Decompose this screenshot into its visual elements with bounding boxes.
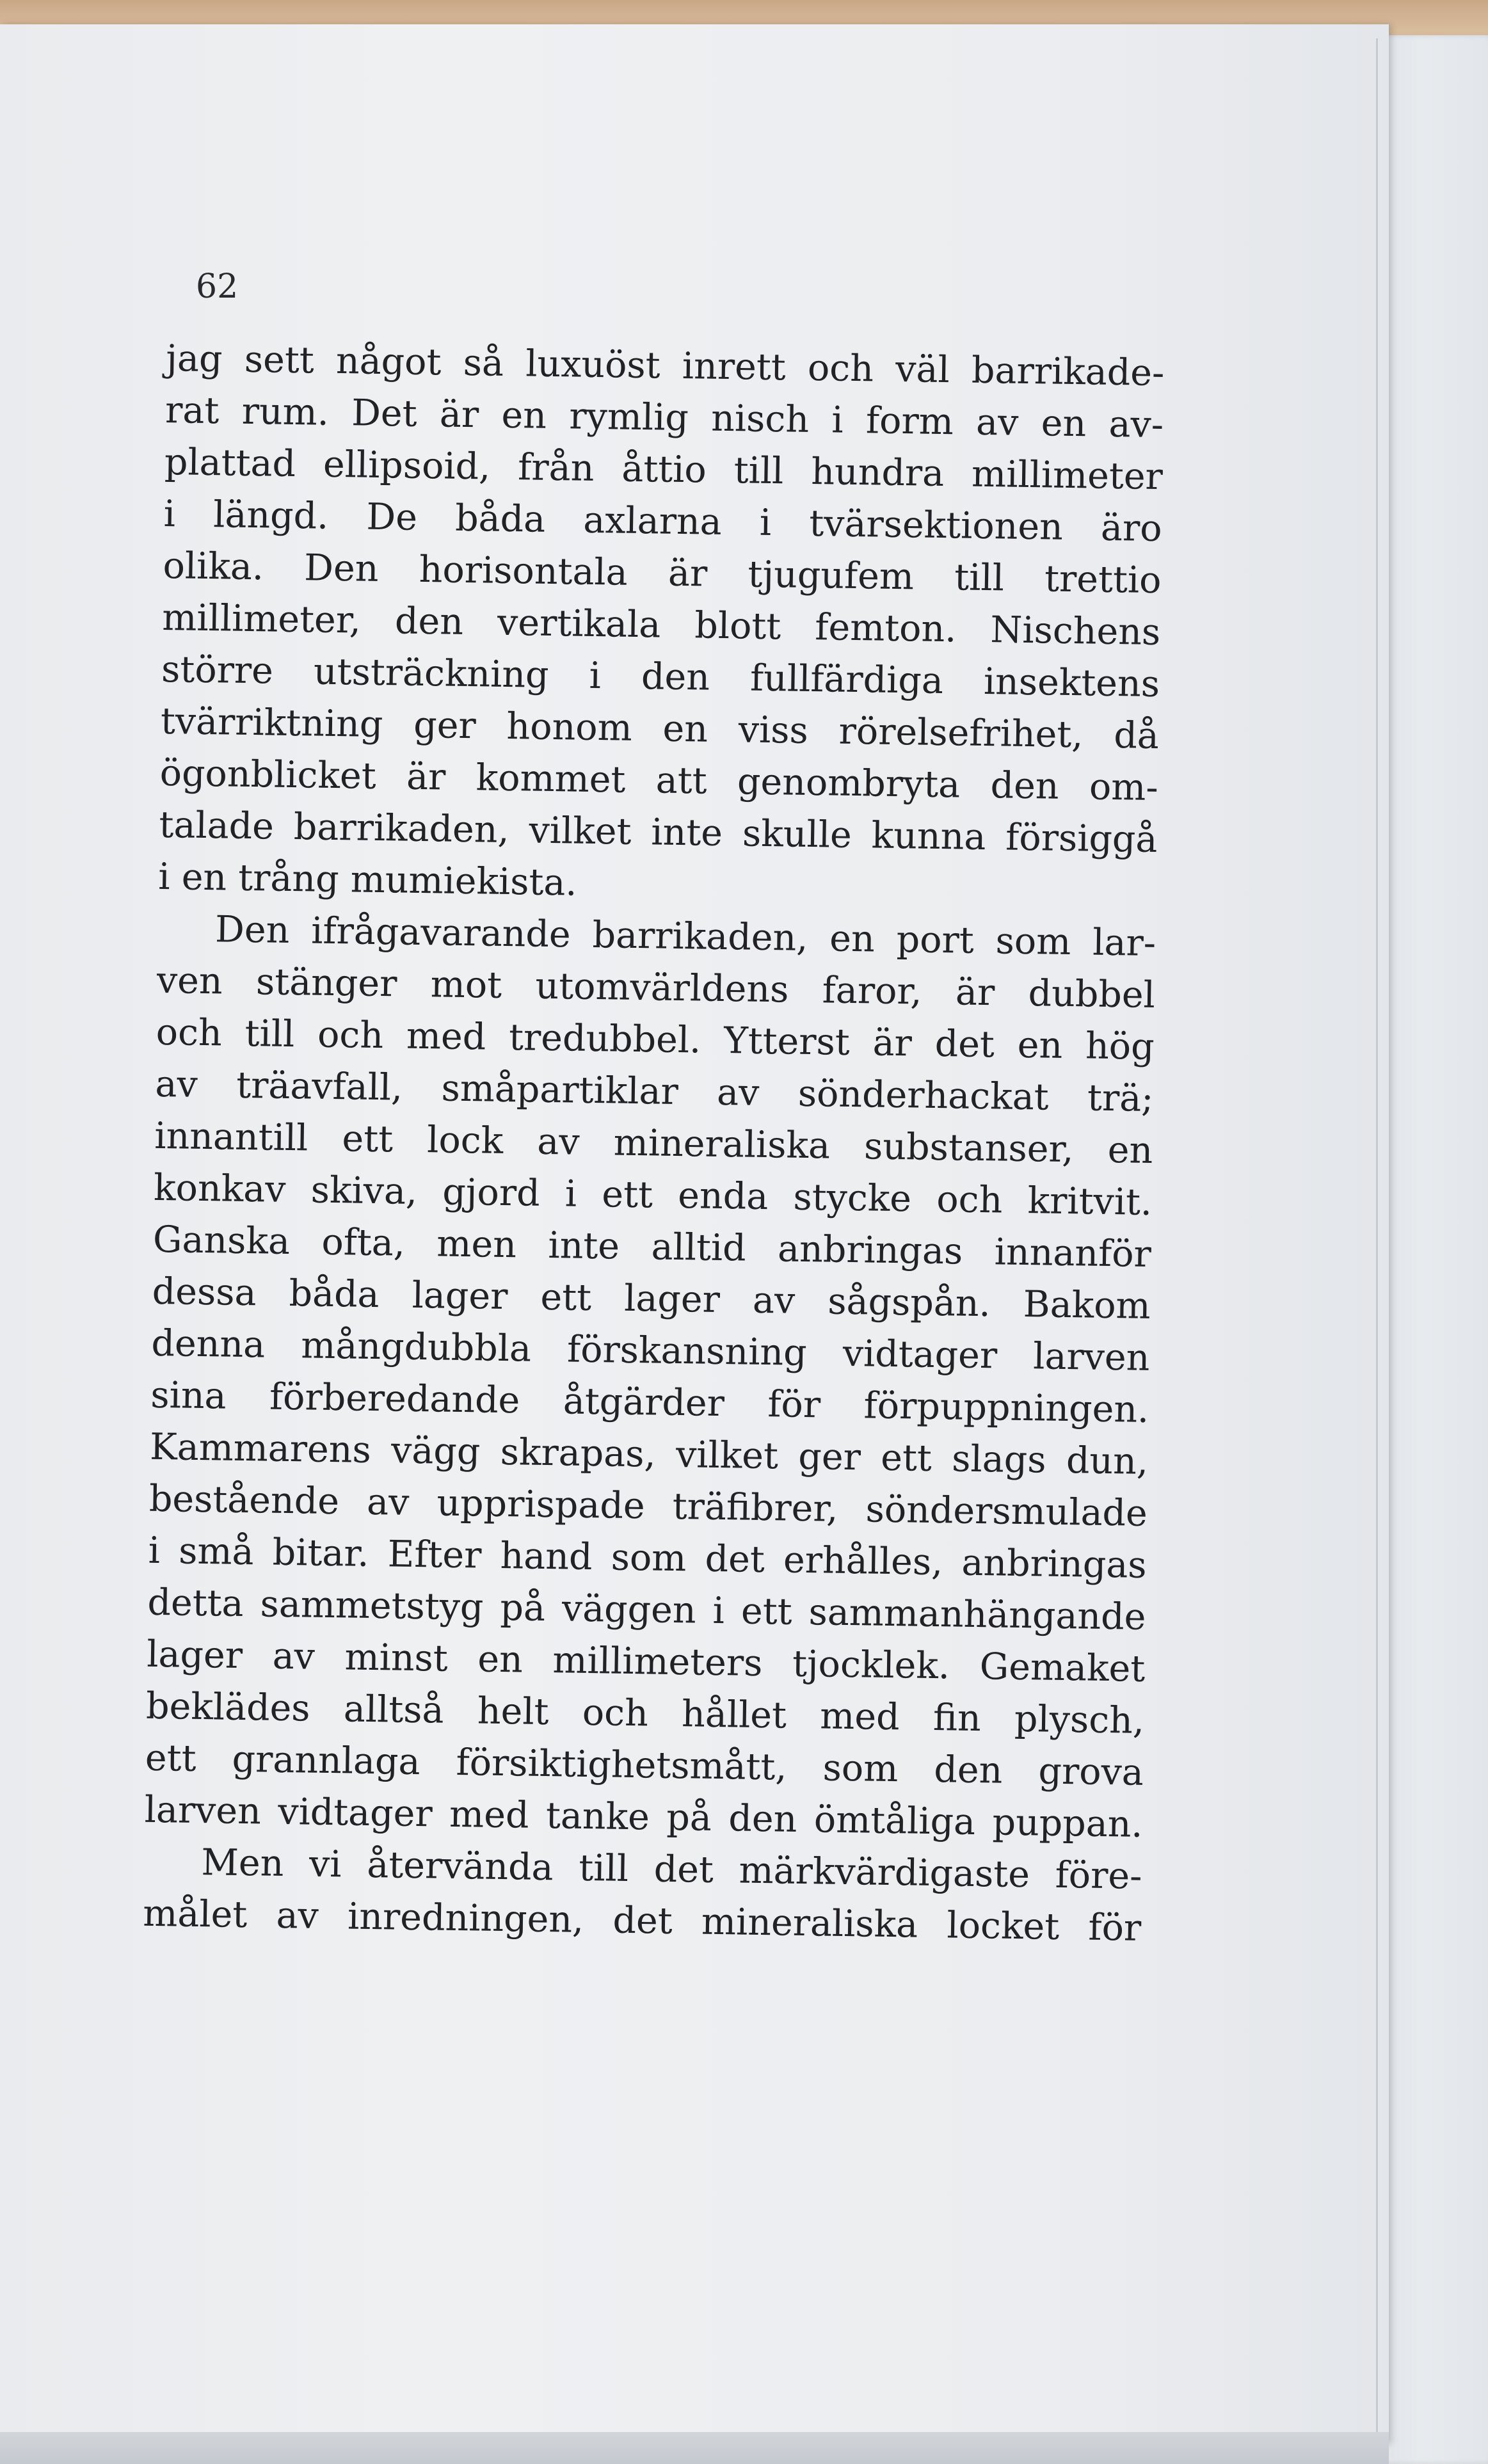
text-line: lager av minst en millimeters tjocklek. Gemaket <box>146 1633 1146 1690</box>
body-text <box>143 333 1165 1955</box>
text-line: jag sett något så luxuöst inrett och väl barrikade- <box>165 337 1165 395</box>
text-line: beklädes alltså helt och hållet med fin plysch, <box>145 1684 1145 1742</box>
text-line: Men vi återvända till det märkvärdigaste före- <box>201 1841 1142 1898</box>
paragraph-2 <box>144 903 1156 1851</box>
text-line: ögonblicket är kommet att genombryta den om- <box>159 751 1159 810</box>
text-line: större utsträckning i den fullfärdiga insektens <box>161 648 1160 706</box>
text-line: innantill ett lock av mineraliska substanser, en <box>154 1114 1153 1172</box>
text-line: ven stänger mot utomvärldens faror, är dubbel <box>156 959 1156 1017</box>
page-bottom-shadow <box>0 2432 1389 2464</box>
page-number: 62 <box>196 268 239 306</box>
text-line: och till och med tredubbel. Ytterst är det en hög <box>156 1011 1155 1069</box>
paragraph-3 <box>143 1836 1142 1955</box>
text-line: millimeter, den vertikala blott femton. Nischens <box>161 596 1161 654</box>
text-line: i längd. De båda axlarna i tvärsektionen äro <box>163 492 1163 550</box>
text-line: målet av inredningen, det mineraliska locket för <box>142 1892 1142 1949</box>
text-line: av träavfall, småpartiklar av sönderhackat trä; <box>155 1062 1154 1121</box>
text-line: detta sammetstyg på väggen i ett sammanhängande <box>147 1581 1146 1638</box>
text-line: Ganska ofta, men inte alltid anbringas innanför <box>152 1218 1152 1276</box>
text-line: olika. Den horisontala är tjugufem till trettio <box>163 544 1162 602</box>
text-line: ett grannlaga försiktighetsmått, som den grova <box>145 1736 1144 1794</box>
paragraph-1 <box>158 333 1165 918</box>
text-line: i små bitar. Efter hand som det erhålles, anbringas <box>148 1529 1148 1587</box>
text-line: bestående av upprispade träfibrer, söndersmulade <box>148 1477 1148 1535</box>
underlying-page-edge <box>1376 35 1488 2464</box>
text-line: Kammarens vägg skrapas, vilket ger ett slags dun, <box>149 1425 1149 1483</box>
text-line: larven vidtager med tanke på den ömtåliga puppan. <box>144 1788 1144 1846</box>
text-line: dessa båda lager ett lager av sågspån. Bakom <box>152 1270 1151 1327</box>
text-line: rat rum. Det är en rymlig nisch i form av en av- <box>164 388 1164 447</box>
text-line: Den ifrågavarande barrikaden, en port som lar- <box>214 908 1156 965</box>
page-edge-line <box>1376 38 1378 2451</box>
text-line: sina förberedande åtgärder för förpuppningen. <box>150 1373 1149 1431</box>
text-line: plattad ellipsoid, från åttio till hundra millimeter <box>164 440 1164 499</box>
text-line: tvärriktning ger honom en viss rörelsefrihet, då <box>160 700 1160 758</box>
text-line: konkav skiva, gjord i ett enda stycke och kritvit. <box>153 1166 1153 1224</box>
text-line: i en trång mumiekista. <box>157 855 577 904</box>
text-line: denna mångdubbla förskansning vidtager larven <box>151 1322 1150 1379</box>
text-line: talade barrikaden, vilket inte skulle kunna försiggå <box>159 803 1158 861</box>
